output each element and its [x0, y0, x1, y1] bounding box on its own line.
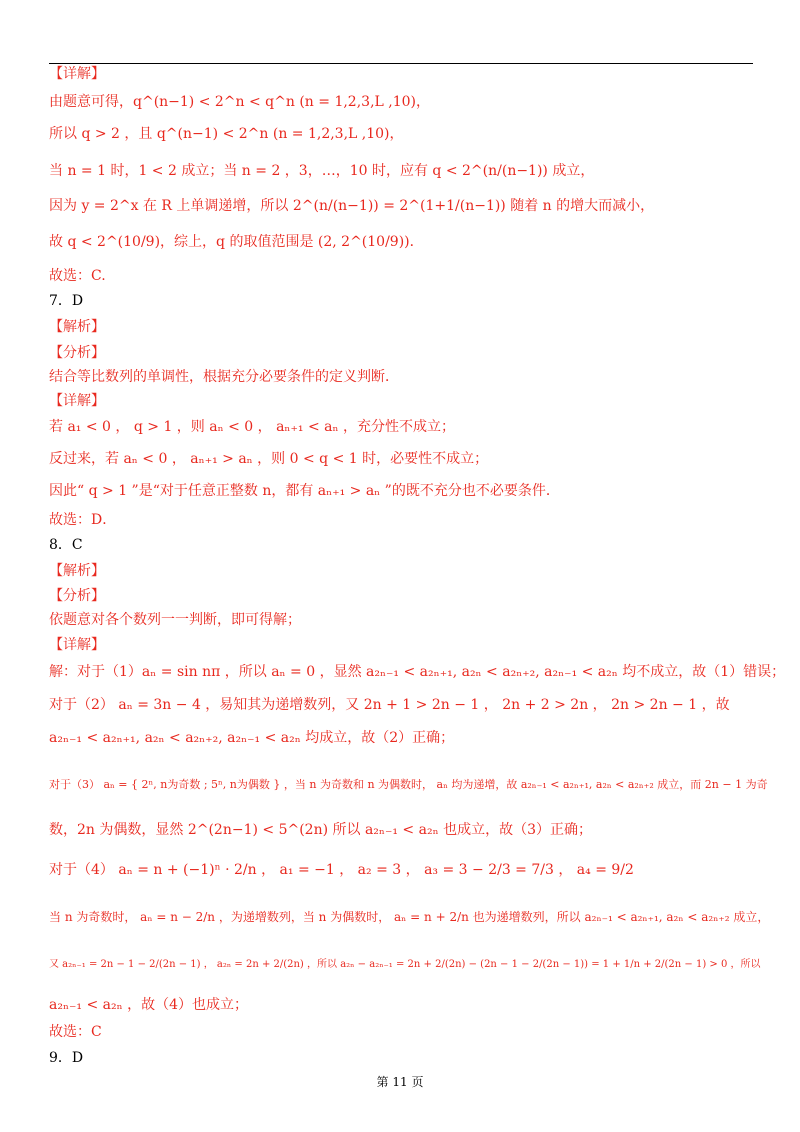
line-29: 又 a₂ₙ₋₁ = 2n − 1 − 2/(2n − 1) ， a₂ₙ = 2n + 2/(2n) ，所以 a₂ₙ − a₂ₙ₋₁ = 2n + 2/(2n) − (2n − 1 − 2/(2n − 1)) = 1 + 1/n + 2/(2n − 1) > 0 ，所以 [49, 959, 761, 970]
line-14: 反过来，若 aₙ < 0 ， aₙ₊₁ > aₙ ，则 0 < q < 1 时，必要性不成立； [49, 451, 489, 467]
line-13: 若 a₁ < 0 ， q > 1 ，则 aₙ < 0 ， aₙ₊₁ < aₙ ，充分性不成立； [49, 419, 455, 435]
line-17: 8．C [49, 537, 83, 553]
line-20: 依题意对各个数列一一判断，即可得解； [49, 612, 301, 628]
line-15: 因此“ q > 1 ”是“对于任意正整数 n，都有 aₙ₊₁ > aₙ ”的既不充分也不必要条件． [49, 483, 560, 499]
line-28: 当 n 为奇数时， aₙ = n − 2/n ，为递增数列，当 n 为偶数时， aₙ = n + 2/n 也为递增数列，所以 a₂ₙ₋₁ < a₂ₙ₊₁, a₂ₙ < a₂ₙ₊₂ 成立， [49, 910, 770, 924]
line-12: 【详解】 [49, 393, 105, 409]
line-16: 故选：D． [49, 512, 117, 528]
line-25: 对于（3） aₙ = { 2ⁿ, n为奇数 ; 5ⁿ, n为偶数 } ，当 n 为奇数和 n 为偶数时， aₙ 均为递增，故 a₂ₙ₋₁ < a₂ₙ₊₁, a₂ₙ < a₂ₙ₊₂ 成立，而 2n − 1 为奇 [49, 778, 768, 791]
line-32: 9．D [49, 1050, 84, 1066]
line-26: 数，2n 为偶数，显然 2^(2n−1) < 5^(2n) 所以 a₂ₙ₋₁ < a₂ₙ 也成立，故（3）正确； [49, 822, 592, 838]
line-6: 故 q < 2^(10/9)，综上，q 的取值范围是 (2, 2^(10/9))． [49, 234, 424, 250]
line-19: 【分析】 [49, 588, 105, 604]
line-1: 【详解】 [49, 66, 105, 82]
line-5: 因为 y = 2^x 在 R 上单调递增，所以 2^(n/(n−1)) = 2^(1+1/(n−1)) 随着 n 的增大而减小， [49, 198, 655, 214]
line-18: 【解析】 [49, 563, 105, 579]
line-23: 对于（2） aₙ = 3n − 4 ，易知其为递增数列，又 2n + 1 > 2n − 1 ， 2n + 2 > 2n ， 2n > 2n − 1 ，故 [49, 697, 730, 713]
line-24: a₂ₙ₋₁ < a₂ₙ₊₁, a₂ₙ < a₂ₙ₊₂, a₂ₙ₋₁ < a₂ₙ 均成立，故（2）正确； [49, 730, 455, 746]
line-22: 解：对于（1）aₙ = sin nπ ，所以 aₙ = 0 ，显然 a₂ₙ₋₁ < a₂ₙ₊₁, a₂ₙ < a₂ₙ₊₂, a₂ₙ₋₁ < a₂ₙ 均不成立，故（1）错误； [49, 664, 786, 680]
line-2: 由题意可得，q^(n−1) < 2^n < q^n (n = 1,2,3,L ,10)， [49, 94, 431, 110]
page-number: 第 11 页 [376, 1075, 424, 1089]
line-27: 对于（4） aₙ = n + (−1)ⁿ · 2/n ， a₁ = −1 ， a₂ = 3 ， a₃ = 3 − 2/3 = 7/3 ， a₄ = 9/2 [49, 862, 634, 878]
line-3: 所以 q > 2 ，且 q^(n−1) < 2^n (n = 1,2,3,L ,10)， [49, 126, 404, 142]
header-rule [49, 63, 753, 64]
line-31: 故选：C [49, 1024, 102, 1040]
line-9: 【解析】 [49, 319, 105, 335]
line-11: 结合等比数列的单调性，根据充分必要条件的定义判断． [49, 369, 399, 385]
line-7: 故选：C. [49, 268, 106, 284]
line-30: a₂ₙ₋₁ < a₂ₙ ，故（4）也成立； [49, 997, 249, 1013]
line-21: 【详解】 [49, 637, 105, 653]
line-8: 7．D [49, 293, 84, 309]
line-10: 【分析】 [49, 345, 105, 361]
line-4: 当 n = 1 时，1 < 2 成立；当 n = 2 ，3，…，10 时，应有 q < 2^(n/(n−1)) 成立， [49, 163, 595, 179]
